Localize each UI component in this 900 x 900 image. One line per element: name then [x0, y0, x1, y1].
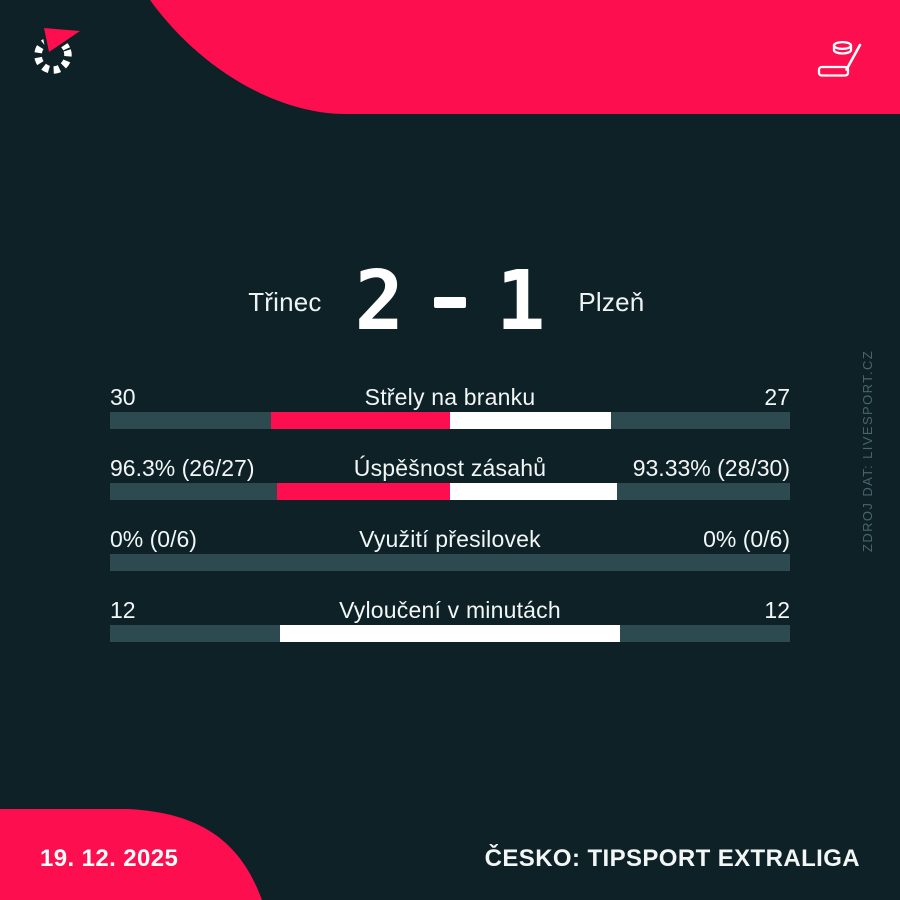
- stat-label: Střely na branku: [364, 384, 536, 410]
- competition-name: ČESKO: TIPSPORT EXTRALIGA: [484, 845, 860, 872]
- hockey-stick-puck-icon: [814, 36, 866, 88]
- stat-comparison-bar: [110, 483, 790, 500]
- score-header: [0, 256, 900, 348]
- stat-away-value: 27: [764, 384, 790, 410]
- stat-label: Úspěšnost zásahů: [353, 455, 547, 481]
- top-banner: [0, 0, 900, 120]
- stat-home-value: 30: [110, 384, 136, 410]
- stat-row: [110, 526, 790, 597]
- flashscore-logo-icon: [30, 24, 82, 80]
- stat-away-value: 0% (0/6): [703, 526, 790, 552]
- stat-home-value: 96.3% (26/27): [110, 455, 255, 481]
- stat-label: Vyloučení v minutách: [339, 597, 561, 623]
- stats-list: [110, 384, 790, 668]
- stat-comparison-bar: [110, 625, 790, 642]
- stat-bar-home-segment: [271, 412, 450, 429]
- stat-bar-home-segment: [280, 625, 450, 642]
- stat-bar-away-segment: [450, 625, 620, 642]
- match-date: 19. 12. 2025: [40, 845, 179, 872]
- stat-row: [110, 455, 790, 526]
- away-score: 1: [496, 254, 546, 349]
- stat-text-line: [110, 455, 790, 481]
- stat-text-line: [110, 526, 790, 552]
- stat-comparison-bar: [110, 554, 790, 571]
- stat-home-value: 0% (0/6): [110, 526, 197, 552]
- score-display: [354, 254, 546, 349]
- stat-text-line: [110, 597, 790, 623]
- stat-bar-away-segment: [450, 412, 611, 429]
- stat-away-value: 12: [764, 597, 790, 623]
- stat-label: Využití přesilovek: [359, 526, 541, 552]
- away-team-name: Plzeň: [578, 286, 645, 317]
- stat-row: [110, 384, 790, 455]
- stat-bar-away-segment: [450, 483, 617, 500]
- home-score: 2: [354, 254, 404, 349]
- stat-comparison-bar: [110, 412, 790, 429]
- stat-bar-home-segment: [277, 483, 450, 500]
- stat-home-value: 12: [110, 597, 136, 623]
- home-team-name: Třinec: [248, 286, 322, 317]
- stat-text-line: [110, 384, 790, 410]
- score-separator-dash: [434, 297, 466, 308]
- data-source-watermark: ZDROJ DAT: LIVESPORT.CZ: [860, 349, 875, 552]
- stat-row: [110, 597, 790, 668]
- stat-away-value: 93.33% (28/30): [632, 455, 790, 481]
